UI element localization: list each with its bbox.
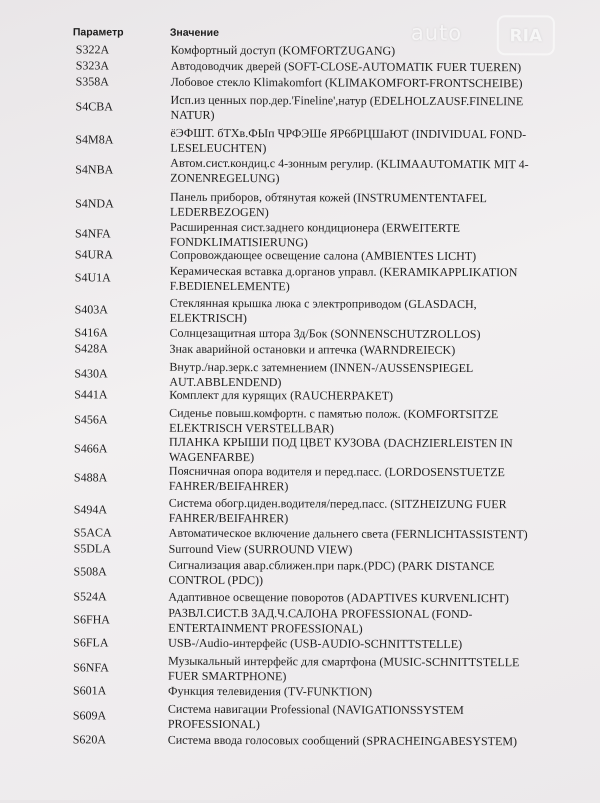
option-description: Внутр./нар.зерк.с затемнением (INNEN-/AUSSENSPIEGEL AUT.ABBLENDEND): [169, 359, 473, 390]
option-code: S322A: [75, 42, 110, 57]
option-description: Адаптивное освещение поворотов (ADAPTIVES KURVENLICHT): [168, 589, 509, 606]
option-code: S4NFA: [74, 226, 111, 241]
option-description: Сиденье повыш.комфортн. с памятью полож. (KOMFORTSITZE ELEKTRISCH VERSTELLBAR): [169, 405, 499, 436]
option-code: S609A: [72, 708, 107, 723]
table-row: [0, 295, 599, 326]
option-code: S466A: [74, 441, 108, 456]
option-code: S4CBA: [75, 99, 113, 114]
column-header-param: Параметр: [72, 26, 124, 39]
option-code: S6FHA: [73, 612, 111, 627]
option-description: Расширенная сист.заднего кондиционера (ERWEITERTE FONDKLIMATISIERUNG): [169, 219, 461, 250]
option-description: Сопровождающее освещение салона (AMBIENTES LICHT): [169, 247, 477, 264]
option-code: S428A: [74, 341, 108, 356]
option-code: S4U1A: [74, 270, 111, 285]
option-code: S403A: [74, 302, 109, 317]
option-code: S4NBA: [75, 162, 114, 177]
option-code: S601A: [72, 683, 107, 698]
table-row: [0, 405, 598, 436]
watermark-ria-logo: RIA: [497, 15, 555, 55]
option-description: Музыкальный интерфейс для смартфона (MUSIC-SCHNITTSTELLE FUER SMARTPHONE): [168, 653, 520, 684]
table-row: [0, 701, 597, 732]
option-description: Керамическая вставка д.органов управл. (KERAMIKAPPLIKATION F.BEDIENELEMENTE): [169, 263, 518, 294]
table-row: [0, 359, 598, 390]
option-code: S358A: [75, 74, 110, 89]
option-code: S6FLA: [73, 635, 109, 650]
table-row: [0, 125, 599, 156]
option-description: Лобовое стекло Klimakomfort (KLIMAKOMFORT-FRONTSCHEIBE): [170, 74, 523, 91]
option-description: Surround View (SURROUND VIEW): [168, 541, 353, 557]
option-description: Знак аварийной остановки и аптечка (WARNDREIECK): [169, 341, 456, 357]
option-description: ёЭФШТ. бТХв.ФЫп ЧРФЭШе ЯР6бРЦШаЮТ (INDIVIDUAL FOND-LESELEUCHTEN): [170, 125, 527, 156]
option-description: Комфортный доступ (KOMFORTZUGANG): [170, 42, 396, 58]
option-code: S4M8A: [75, 132, 114, 147]
option-description: Солнцезащитная штора Зд/Бок (SONNENSCHUTZROLLOS): [169, 325, 481, 342]
option-code: S508A: [73, 564, 107, 579]
option-code: S430A: [74, 366, 108, 381]
option-description: РАЗВЛ.СИСТ.В ЗАД.Ч.САЛОНА PROFESSIONAL (FOND-ENTERTAINMENT PROFESSIONAL): [168, 605, 473, 636]
option-description: Стеклянная крышка люка с электроприводом (GLASDACH, ELEKTRISCH): [169, 295, 477, 326]
option-code: S5DLA: [73, 541, 111, 556]
option-description: USB-/Audio-интерфейс (USB-AUDIO-SCHNITTSTELLE): [168, 635, 463, 652]
option-description: Система навигации Professional (NAVIGATIONSSYSTEM PROFESSIONAL): [167, 701, 464, 732]
option-description: Система обогр.циден.водителя/перед.пасс. (SITZHEIZUNG FUER FAHRER/BEIFAHRER): [168, 495, 507, 526]
option-code: S323A: [75, 58, 110, 73]
option-description: Комплект для курящих (RAUCHERPAKET): [169, 387, 394, 403]
option-code: S456A: [74, 412, 108, 427]
option-code: S4URA: [74, 247, 113, 262]
watermark-auto-text: auto: [410, 20, 463, 46]
option-description: Исп.из ценных пор.дер.'Fineline',натур (EDELHOLZAUSF.FINELINE NATUR): [170, 92, 524, 122]
option-description: Автодоводчик дверей (SOFT-CLOSE-AUTOMATIK FUER TUEREN): [170, 58, 522, 75]
option-code: S4NDA: [75, 196, 114, 211]
option-description: Сигнализация авар.сближен.при парк.(PDC) (PARK DISTANCE CONTROL (PDC)): [168, 557, 495, 588]
table-row: [0, 495, 598, 526]
option-code: S416A: [74, 325, 108, 340]
option-description: ПЛАНКА КРЫШИ ПОД ЦВЕТ КУЗОВА (DACHZIERLEISTEN IN WAGENFARBE): [168, 434, 513, 465]
option-code: S441A: [74, 387, 108, 402]
table-row: [0, 589, 597, 606]
option-description: Автом.сист.кондиц.с 4-зонным регулир. (KLIMAAUTOMATIK MIT 4-ZONENREGELUNG): [170, 155, 529, 186]
option-code: S524A: [73, 589, 107, 604]
option-description: Поясничная опора водителя и перед.пасс. (LORDOSENSTUETZE FAHRER/BEIFAHRER): [168, 463, 505, 494]
table-row: [0, 92, 600, 122]
option-description: Система ввода голосовых сообщений (SPRACHEINGABESYSTEM): [167, 732, 518, 749]
option-code: S620A: [72, 732, 107, 747]
option-description: Функция телевидения (TV-FUNKTION): [167, 683, 373, 699]
option-description: Панель приборов, обтянутая кожей (INSTRUMENTENTAFEL LEDERBEZOGEN): [170, 189, 487, 220]
option-code: S5ACA: [73, 525, 112, 540]
option-code: S6NFA: [73, 660, 109, 675]
option-code: S494A: [73, 502, 108, 517]
option-description: Автоматическое включение дальнего света (FERNLICHTASSISTENT): [168, 525, 528, 542]
option-code: S488A: [73, 470, 108, 485]
table-row: [0, 653, 597, 684]
table-row: [0, 189, 599, 220]
column-header-value: Значение: [169, 26, 219, 39]
